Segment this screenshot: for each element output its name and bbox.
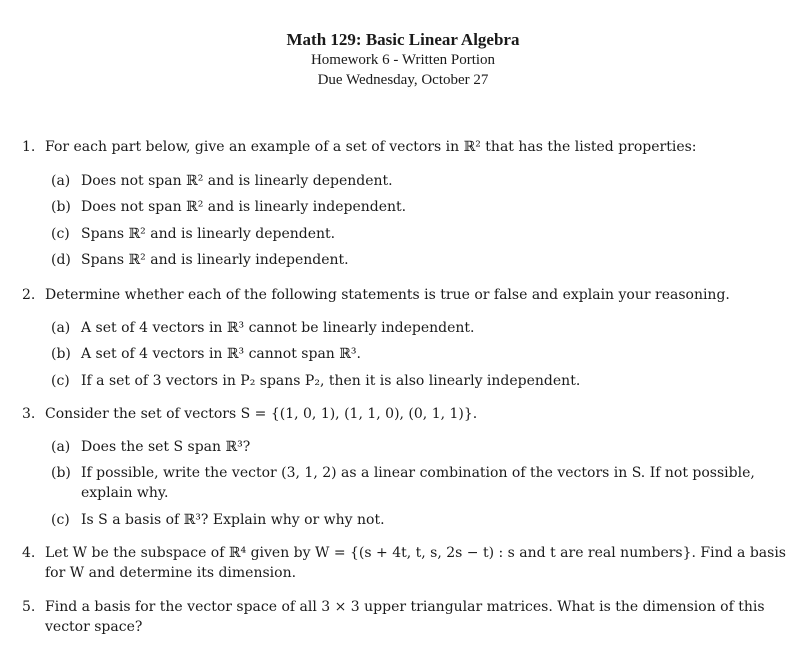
question-2-part-a: [51, 318, 787, 338]
question-4: [22, 543, 787, 583]
part-label: (b): [51, 199, 71, 215]
question-2-part-c: [51, 371, 787, 391]
part-label: (a): [51, 173, 71, 189]
part-text: Does not span ℝ² and is linearly dependent.: [81, 173, 393, 189]
question-5: [22, 597, 787, 637]
question-3-part-c: [51, 510, 787, 530]
part-label: (d): [51, 252, 71, 268]
question-3: [22, 404, 787, 424]
course-title: Math 129: Basic Linear Algebra: [286, 30, 520, 49]
due-date: Due Wednesday, October 27: [317, 72, 489, 88]
part-text: Spans ℝ² and is linearly dependent.: [81, 226, 336, 242]
question-3-part-a: [51, 437, 787, 457]
part-text: Does not span ℝ² and is linearly independent.: [81, 199, 407, 215]
question-1-part-d: [51, 250, 787, 270]
homework-subtitle: Homework 6 - Written Portion: [310, 52, 496, 68]
part-text: If possible, write the vector (3, 1, 2) as a linear combination of the vectors in S. If not possible, explain why.: [81, 465, 755, 501]
question-text: Consider the set of vectors S = {(1, 0, 1), (1, 1, 0), (0, 1, 1)}.: [45, 406, 478, 422]
part-text: A set of 4 vectors in ℝ³ cannot span ℝ³.: [81, 346, 361, 362]
part-label: (c): [51, 512, 70, 528]
question-1-part-b: [51, 197, 787, 217]
question-number: 4.: [22, 545, 36, 561]
part-text: Is S a basis of ℝ³? Explain why or why not.: [81, 512, 385, 528]
part-label: (b): [51, 346, 71, 362]
document-header: [0, 30, 806, 90]
question-text: Determine whether each of the following statements is true or false and explain your reasoning.: [45, 287, 730, 303]
question-number: 1.: [22, 139, 36, 155]
question-text: Find a basis for the vector space of all 3 × 3 upper triangular matrices. What is the dimension of this vector space?: [45, 599, 765, 635]
part-text: Does the set S span ℝ³?: [81, 439, 251, 455]
question-2: [22, 285, 787, 305]
part-label: (a): [51, 320, 71, 336]
question-number: 5.: [22, 599, 36, 615]
question-number: 3.: [22, 406, 36, 422]
question-number: 2.: [22, 287, 36, 303]
part-text: Spans ℝ² and is linearly independent.: [81, 252, 349, 268]
part-label: (b): [51, 465, 71, 481]
part-text: If a set of 3 vectors in P₂ spans P₂, then it is also linearly independent.: [81, 373, 581, 389]
question-2-part-b: [51, 344, 787, 364]
question-text: Let W be the subspace of ℝ⁴ given by W = {(s + 4t, t, s, 2s − t) : s and t are real numbers}. Find a basis for W and determine its dimension.: [45, 545, 786, 581]
question-text: For each part below, give an example of a set of vectors in ℝ² that has the listed properties:: [45, 139, 697, 155]
part-label: (a): [51, 439, 71, 455]
question-3-part-b: [51, 463, 787, 503]
part-text: A set of 4 vectors in ℝ³ cannot be linearly independent.: [81, 320, 475, 336]
part-label: (c): [51, 226, 70, 242]
question-1-part-c: [51, 224, 787, 244]
question-1: [22, 137, 787, 157]
part-label: (c): [51, 373, 70, 389]
question-1-part-a: [51, 171, 787, 191]
